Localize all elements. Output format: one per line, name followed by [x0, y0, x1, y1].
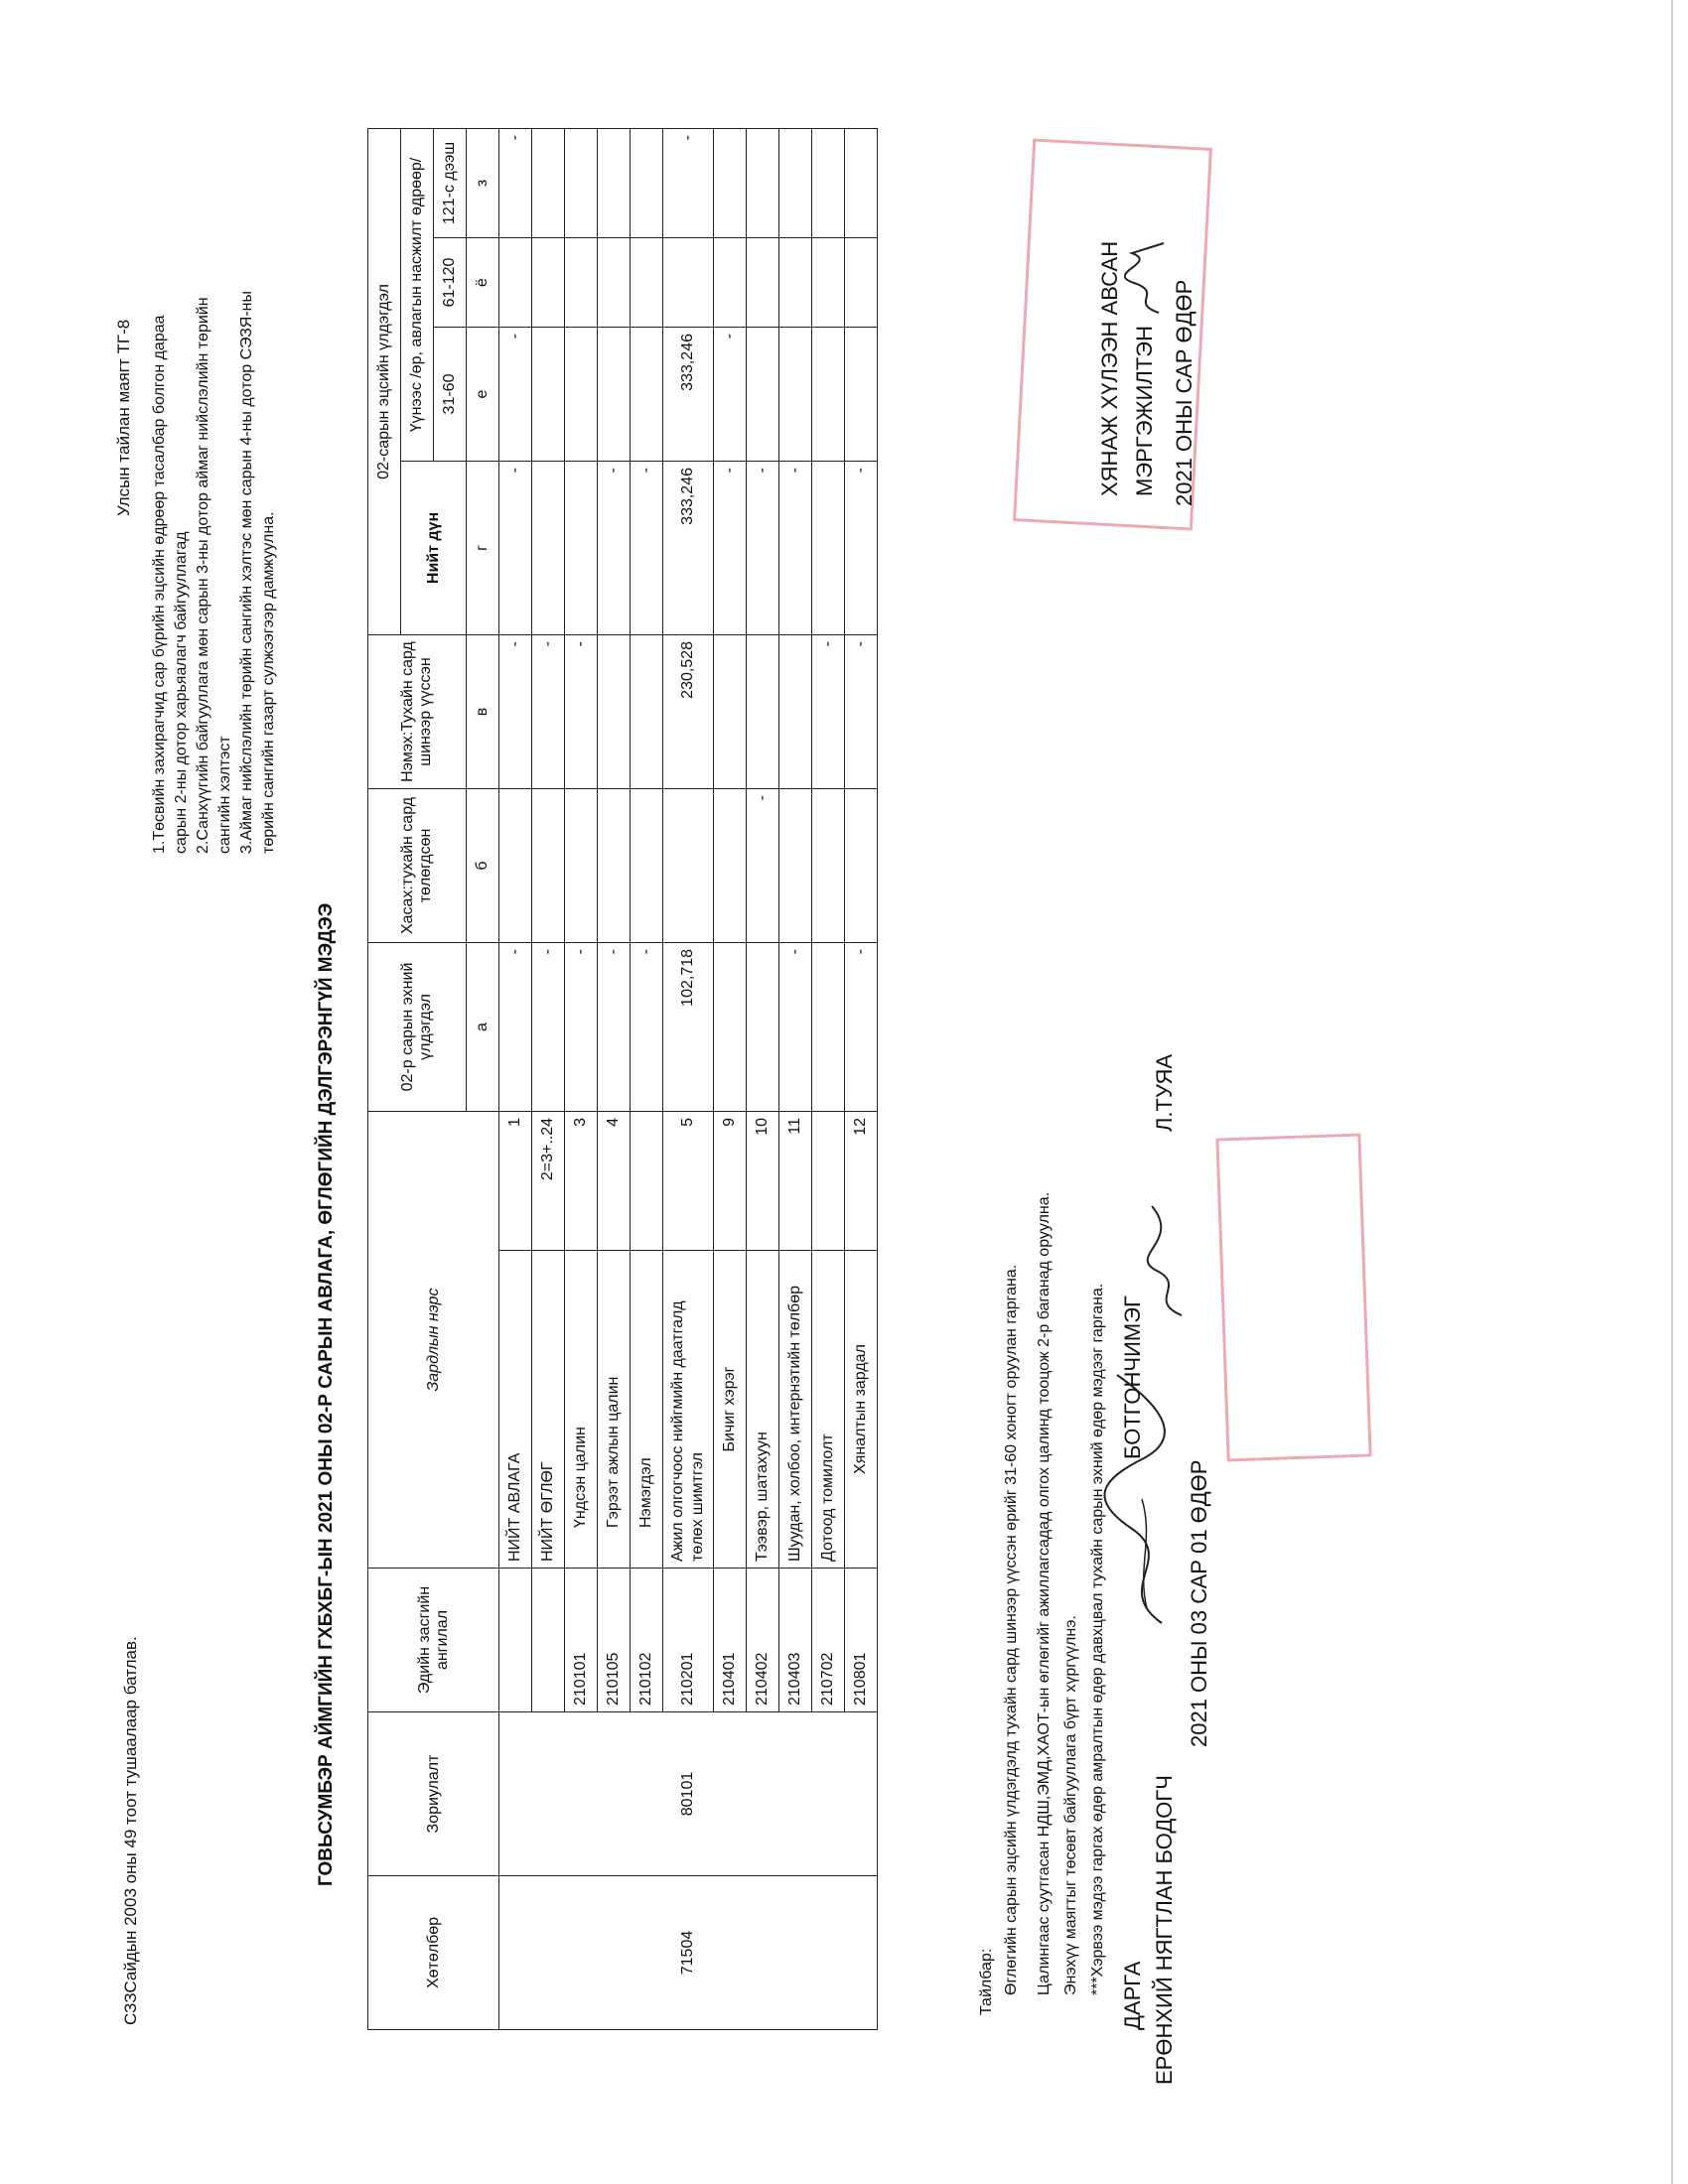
accountant-signature: [1142, 1201, 1192, 1320]
econ-code: 210101: [565, 1569, 598, 1712]
decrease-value: [845, 788, 878, 942]
age1-value: [845, 327, 878, 461]
director-label: ДАРГА: [1120, 1961, 1145, 2030]
letter-v: в: [467, 634, 499, 788]
expense-name: Ажил олгогчоос нийгмийн даатгалд төлөх шимтгэл: [663, 1251, 714, 1569]
expense-name: Дотоод томилолт: [812, 1251, 845, 1569]
age1-value: 333,246: [663, 327, 714, 461]
age2-value: [663, 237, 714, 327]
opening-value: -: [499, 942, 532, 1111]
opening-value: [714, 942, 747, 1111]
received-label: ХЯНАЖ ХҮЛЭЭН АВСАН: [1097, 240, 1122, 496]
total-value: -: [845, 461, 878, 634]
table-row: [499, 128, 532, 2029]
expense-name: Шуудан, холбоо, интернэтийн төлбөр: [779, 1251, 812, 1569]
note-line: сангийн хэлтэст: [216, 736, 233, 854]
age2-value: [565, 237, 598, 327]
econ-code: 210702: [812, 1569, 845, 1712]
director-name: БОТГОНЧИМЭГ: [1120, 1296, 1145, 1459]
note-line: төрийн сангийн газарт сулжээгээр дамжуулна.: [260, 511, 277, 854]
age2-value: [714, 237, 747, 327]
form-code: Улсын тайлан маягт ТГ-8: [114, 319, 133, 516]
econ-class-header: Эдийн засгийн ангилал: [368, 1569, 499, 1712]
age3-value: [845, 128, 878, 237]
age1-value: [532, 327, 565, 461]
opening-value: -: [631, 942, 663, 1111]
row-index: 9: [714, 1111, 747, 1250]
opening-value: [747, 942, 779, 1111]
increase-value: [779, 634, 812, 788]
age1-value: -: [714, 327, 747, 461]
econ-code: 210402: [747, 1569, 779, 1712]
econ-code: [499, 1569, 532, 1712]
decrease-value: -: [747, 788, 779, 942]
age2-value: [779, 237, 812, 327]
age3-value: [631, 128, 663, 237]
expense-name: НИЙТ ӨГЛӨГ: [532, 1251, 565, 1569]
closing-balance-header: 02-сарын эцсийн үлдэгдэл: [368, 128, 401, 634]
aging-header: Үүнээс /өр, авлагын насжилт өдрөөр/: [401, 128, 434, 461]
age1-value: -: [499, 327, 532, 461]
econ-code: 210105: [598, 1569, 631, 1712]
total-value: [565, 461, 598, 634]
age3-value: -: [499, 128, 532, 237]
opening-value: [812, 942, 845, 1111]
decrease-value: [714, 788, 747, 942]
footnote-label: Тайлбар:: [978, 1948, 995, 2015]
letter-yo: ё: [467, 237, 499, 327]
age-31-60-header: 31-60: [434, 327, 467, 461]
letter-z: з: [467, 128, 499, 237]
increase-value: -: [499, 634, 532, 788]
opening-value: -: [779, 942, 812, 1111]
letter-b: б: [467, 788, 499, 942]
note-line: 3.Аймаг нийслэлийн төрийн сангийн хэлтэс мөн сарын 4-ны дотор СЭЗЯ-ны: [238, 290, 255, 854]
row-index: 10: [747, 1111, 779, 1250]
specialist-label: МЭРГЭЖИЛТЭН: [1132, 326, 1157, 496]
econ-code: 210102: [631, 1569, 663, 1712]
decrease-header: Хасах:тухайн сард төлөгдсөн: [368, 788, 467, 942]
expense-name: Гэрээт ажлын цалин: [598, 1251, 631, 1569]
age3-value: [812, 128, 845, 237]
opening-value: -: [565, 942, 598, 1111]
expense-name: Бичиг хэрэг: [714, 1251, 747, 1569]
accountant-label: ЕРӨНХИЙ НЯГТЛАН БОДОГЧ: [1152, 1775, 1177, 2085]
total-value: -: [714, 461, 747, 634]
age2-value: [747, 237, 779, 327]
total-value: [812, 461, 845, 634]
increase-value: -: [812, 634, 845, 788]
letter-a: а: [467, 942, 499, 1111]
left-date: 2021 ОНЫ 03 САР 01 ӨДӨР: [1187, 1459, 1211, 1747]
expense-name: Хяналтын зардал: [845, 1251, 878, 1569]
age3-value: [714, 128, 747, 237]
econ-code: 210403: [779, 1569, 812, 1712]
row-index: 5: [663, 1111, 714, 1250]
increase-value: [747, 634, 779, 788]
note-line: 2.Санхүүгийн байгууллага мөн сарын 3-ны дотор аймаг нийслэлийн төрийн: [195, 297, 211, 854]
age1-value: [598, 327, 631, 461]
program-header: Хөтөлбөр: [368, 1876, 499, 2030]
purpose-code: 80101: [499, 1712, 878, 1876]
age3-value: [747, 128, 779, 237]
report-title: ГОВЬСУМБЭР АЙМГИЙН ГХБХБГ-ЫН 2021 ОНЫ 02-Р САРЫН АВЛАГА, ӨГЛӨГИЙН ДЭЛГЭРЭНГҮЙ МЭДЭЭ: [316, 902, 337, 1886]
increase-value: -: [565, 634, 598, 788]
total-value: -: [747, 461, 779, 634]
total-value: 333,246: [663, 461, 714, 634]
accountant-name: Л.ТУЯА: [1152, 1053, 1177, 1132]
total-value: -: [598, 461, 631, 634]
opening-balance-header: 02-р сарын эхний үлдэгдэл: [368, 942, 467, 1111]
age2-value: [631, 237, 663, 327]
total-header: Нийт дүн: [401, 461, 467, 634]
total-value: [532, 461, 565, 634]
age2-value: [532, 237, 565, 327]
purpose-header: Зориулалт: [368, 1712, 499, 1876]
letter-e: е: [467, 327, 499, 461]
econ-code: [532, 1569, 565, 1712]
specialist-signature: [1124, 228, 1169, 318]
increase-value: [714, 634, 747, 788]
approval-note: СЗЗСайдын 2003 оны 49 тоот тушаалаар батлав.: [121, 1636, 140, 2025]
age-121-header: 121-с дээш: [434, 128, 467, 237]
econ-code: 210201: [663, 1569, 714, 1712]
age1-value: [747, 327, 779, 461]
age1-value: [565, 327, 598, 461]
row-index: [631, 1111, 663, 1250]
row-index: 11: [779, 1111, 812, 1250]
total-value: -: [779, 461, 812, 634]
decrease-value: [779, 788, 812, 942]
expense-name-header: Зардлын нэрс: [368, 1111, 499, 1568]
opening-value: -: [598, 942, 631, 1111]
total-value: -: [499, 461, 532, 634]
age3-value: -: [663, 128, 714, 237]
age2-value: [499, 237, 532, 327]
official-stamp-left: [1215, 1134, 1371, 1462]
decrease-value: [565, 788, 598, 942]
decrease-value: [631, 788, 663, 942]
expense-name: НИЙТ АВЛАГА: [499, 1251, 532, 1569]
row-index: 2=3+..24: [532, 1111, 565, 1250]
opening-value: -: [532, 942, 565, 1111]
footnote-line: Өглөгийн сарын эцсийн үлдэгдэлд тухайн сард шинээр үүссэн өрийг 31-60 хоногт оруулан гаргана.: [1003, 1264, 1020, 1995]
decrease-value: [532, 788, 565, 942]
decrease-value: [663, 788, 714, 942]
age3-value: [779, 128, 812, 237]
age2-value: [812, 237, 845, 327]
decrease-value: [598, 788, 631, 942]
note-line: сарын 2-ны дотор харьяалагч байгууллагад: [173, 531, 190, 854]
footnote-line: Цалингаас суутгасан НДШ,ЭМД,ХАОТ-ын өглөгийг ажиллагсадад олгох цалинд тооцож 2-р баганад оруулна.: [1036, 1191, 1053, 1995]
age1-value: [812, 327, 845, 461]
age1-value: [631, 327, 663, 461]
director-signature: [1092, 1370, 1182, 1628]
submission-notes: [149, 89, 280, 854]
row-index: 3: [565, 1111, 598, 1250]
increase-value: 230,528: [663, 634, 714, 788]
age3-value: [598, 128, 631, 237]
row-index: [812, 1111, 845, 1250]
row-index: 1: [499, 1111, 532, 1250]
econ-code: 210401: [714, 1569, 747, 1712]
increase-value: -: [532, 634, 565, 788]
row-index: 4: [598, 1111, 631, 1250]
letter-g: г: [467, 461, 499, 634]
age3-value: [532, 128, 565, 237]
increase-header: Нэмэх:Тухайн сард шинээр үүссэн: [368, 634, 467, 788]
increase-value: -: [845, 634, 878, 788]
age2-value: [598, 237, 631, 327]
note-line: 1.Төсвийн захирагчид сар бүрийн эцсийн өдрөөр тасалбар болгон дараа: [151, 315, 168, 854]
footnote-line: ***Хэрвээ мэдээ гаргах өдөр амралтын өдөр давхцвал тухайн сарын эхний өдөр мэдээг гаргана.: [1089, 1283, 1106, 1995]
expense-name: Тээвэр, шатахуун: [747, 1251, 779, 1569]
expense-name: Үндсэн цалин: [565, 1251, 598, 1569]
econ-code: 210801: [845, 1569, 878, 1712]
report-table: [367, 128, 878, 2030]
total-value: -: [631, 461, 663, 634]
program-code: 71504: [499, 1876, 878, 2030]
age3-value: [565, 128, 598, 237]
decrease-value: [499, 788, 532, 942]
footnote-line: Энэхүү маягтыг төсөвт байгууллага бүрт хүргүүлнэ.: [1062, 1615, 1079, 1995]
age-61-120-header: 61-120: [434, 237, 467, 327]
opening-value: -: [845, 942, 878, 1111]
decrease-value: [812, 788, 845, 942]
increase-value: [631, 634, 663, 788]
row-index: 12: [845, 1111, 878, 1250]
opening-value: 102,718: [663, 942, 714, 1111]
age1-value: [779, 327, 812, 461]
right-date: 2021 ОНЫ САР ӨДӨР: [1172, 279, 1196, 506]
expense-name: Нэмэгдэл: [631, 1251, 663, 1569]
increase-value: [598, 634, 631, 788]
age2-value: [845, 237, 878, 327]
